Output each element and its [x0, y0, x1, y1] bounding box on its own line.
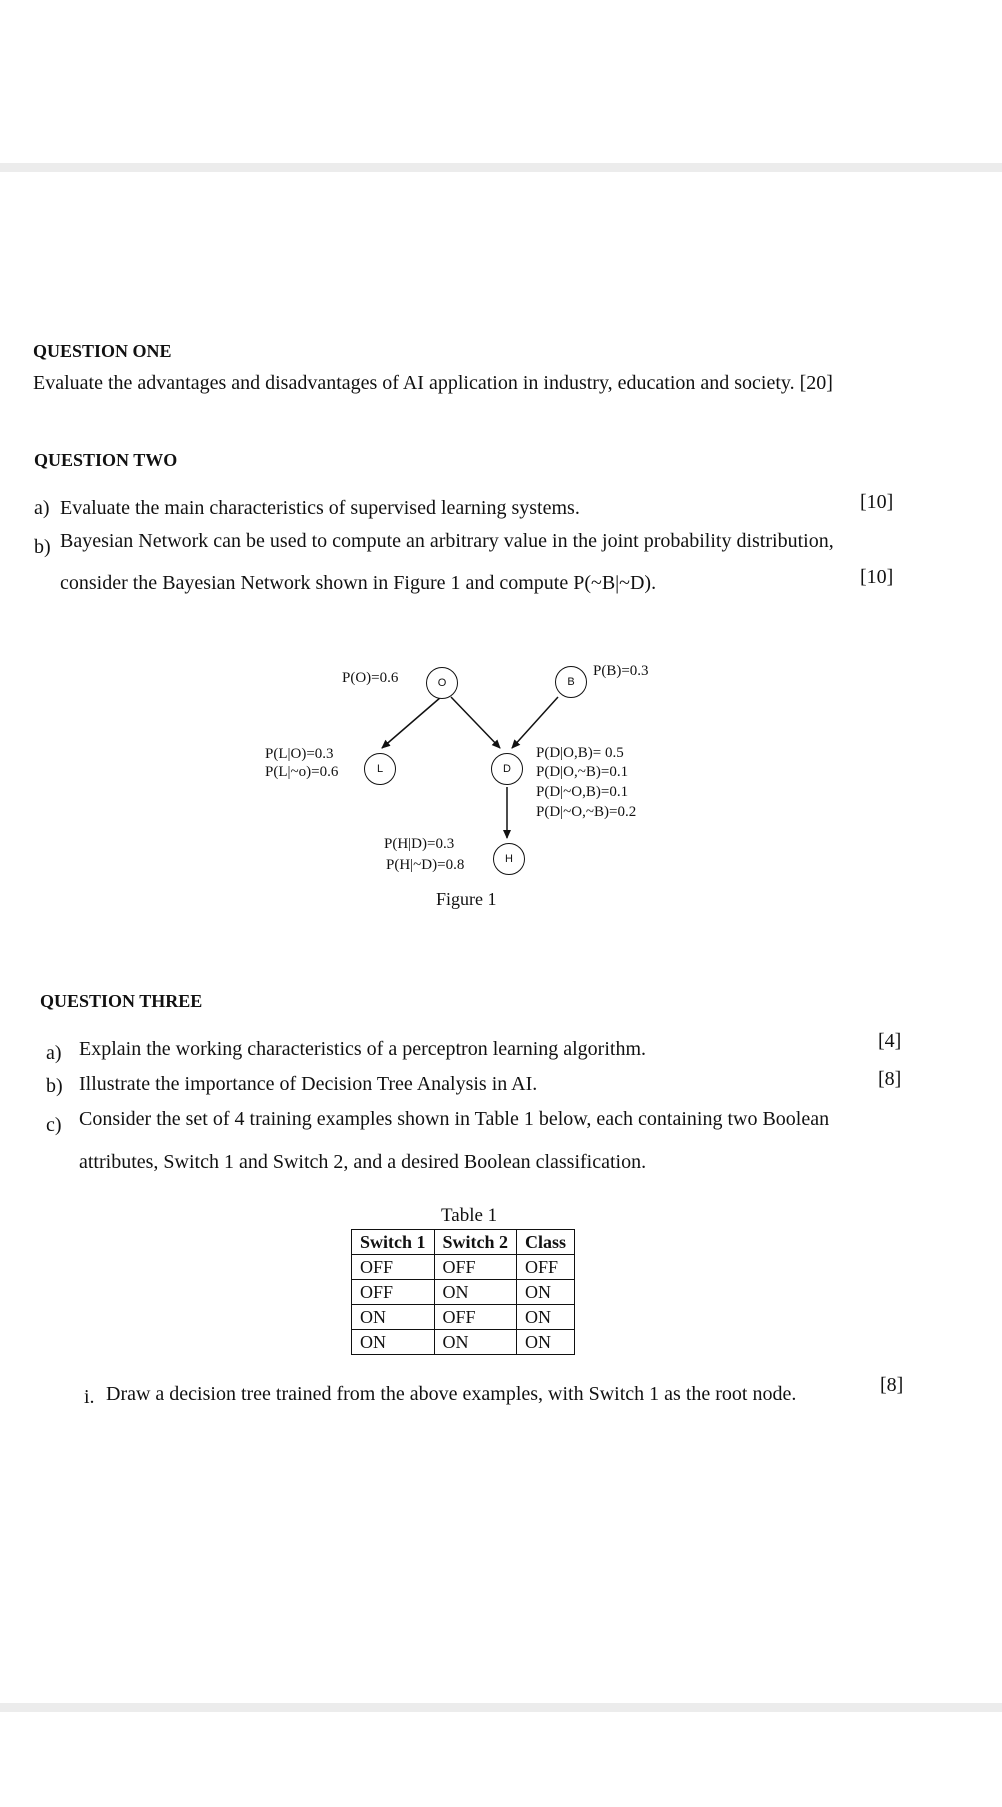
q3-b-label: b): [46, 1075, 63, 1097]
p-d-o-b-label: P(D|O,B)= 0.5: [536, 745, 624, 761]
table-cell: OFF: [352, 1255, 435, 1280]
table-cell: ON: [434, 1330, 517, 1355]
table-row: [352, 1305, 575, 1330]
q2-a-marks: [10]: [860, 491, 894, 513]
q2-a-text: Evaluate the main characteristics of supervised learning systems.: [60, 497, 580, 519]
table-row: [352, 1255, 575, 1280]
p-h-d-label: P(H|D)=0.3: [384, 836, 455, 852]
table-header-cell: Class: [517, 1230, 575, 1255]
node-h: H: [493, 843, 525, 875]
table-cell: OFF: [434, 1305, 517, 1330]
p-d-not-o-not-b-label: P(D|~O,~B)=0.2: [536, 804, 637, 820]
q2-b-line2: consider the Bayesian Network shown in Figure 1 and compute P(~B|~D).: [60, 572, 657, 594]
q3-i-text: Draw a decision tree trained from the above examples, with Switch 1 as the root node.: [106, 1383, 797, 1405]
q3-c-line1: Consider the set of 4 training examples shown in Table 1 below, each containing two Boolean: [79, 1108, 830, 1130]
q2-b-marks: [10]: [860, 566, 894, 588]
question-one-text: Evaluate the advantages and disadvantages of AI application in industry, education and society. [20]: [33, 372, 833, 394]
edge-o-l: [382, 697, 441, 748]
q3-a-label: a): [46, 1042, 62, 1064]
q3-a-marks: [4]: [878, 1030, 902, 1052]
p-o-label: P(O)=0.6: [342, 670, 399, 686]
q3-b-marks: [8]: [878, 1068, 902, 1090]
p-d-not-o-b-label: P(D|~O,B)=0.1: [536, 784, 629, 800]
p-l-o-label: P(L|O)=0.3: [265, 746, 334, 762]
table-cell: OFF: [517, 1255, 575, 1280]
node-b: B: [555, 666, 587, 698]
table-cell: ON: [517, 1280, 575, 1305]
node-l: L: [364, 753, 396, 785]
table-row: [352, 1330, 575, 1355]
q3-i-marks: [8]: [880, 1374, 904, 1396]
q3-i-label: i.: [84, 1386, 95, 1408]
edge-b-d: [512, 697, 558, 748]
table-cell: OFF: [352, 1280, 435, 1305]
q3-b-text: Illustrate the importance of Decision Tree Analysis in AI.: [79, 1073, 538, 1095]
q2-b-line1: Bayesian Network can be used to compute an arbitrary value in the joint probability distribution,: [60, 530, 834, 552]
table-1-title: Table 1: [441, 1205, 498, 1226]
q2-b-label: b): [34, 536, 51, 558]
q2-a-label: a): [34, 497, 50, 519]
p-d-o-not-b-label: P(D|O,~B)=0.1: [536, 764, 629, 780]
p-l-not-o-label: P(L|~o)=0.6: [265, 764, 339, 780]
p-h-not-d-label: P(H|~D)=0.8: [386, 857, 465, 873]
question-two-heading: QUESTION TWO: [34, 450, 178, 470]
table-cell: ON: [352, 1305, 435, 1330]
question-one-heading: QUESTION ONE: [33, 341, 172, 361]
table-cell: ON: [434, 1280, 517, 1305]
q3-c-line2: attributes, Switch 1 and Switch 2, and a desired Boolean classification.: [79, 1151, 647, 1173]
table-header-cell: Switch 2: [434, 1230, 517, 1255]
q3-a-text: Explain the working characteristics of a perceptron learning algorithm.: [79, 1038, 647, 1060]
bottom-page-gap: [0, 1703, 1002, 1712]
node-o: O: [426, 667, 458, 699]
table-header-row: [352, 1230, 575, 1255]
table-cell: ON: [352, 1330, 435, 1355]
node-d: D: [491, 753, 523, 785]
edge-o-d: [451, 697, 500, 748]
question-three-heading: QUESTION THREE: [40, 991, 203, 1011]
table-cell: ON: [517, 1305, 575, 1330]
table-1: [351, 1229, 575, 1355]
q3-c-label: c): [46, 1114, 62, 1136]
figure-caption: Figure 1: [436, 889, 497, 909]
table-row: [352, 1280, 575, 1305]
table-header-cell: Switch 1: [352, 1230, 435, 1255]
table-cell: OFF: [434, 1255, 517, 1280]
table-cell: ON: [517, 1330, 575, 1355]
p-b-label: P(B)=0.3: [593, 663, 649, 679]
